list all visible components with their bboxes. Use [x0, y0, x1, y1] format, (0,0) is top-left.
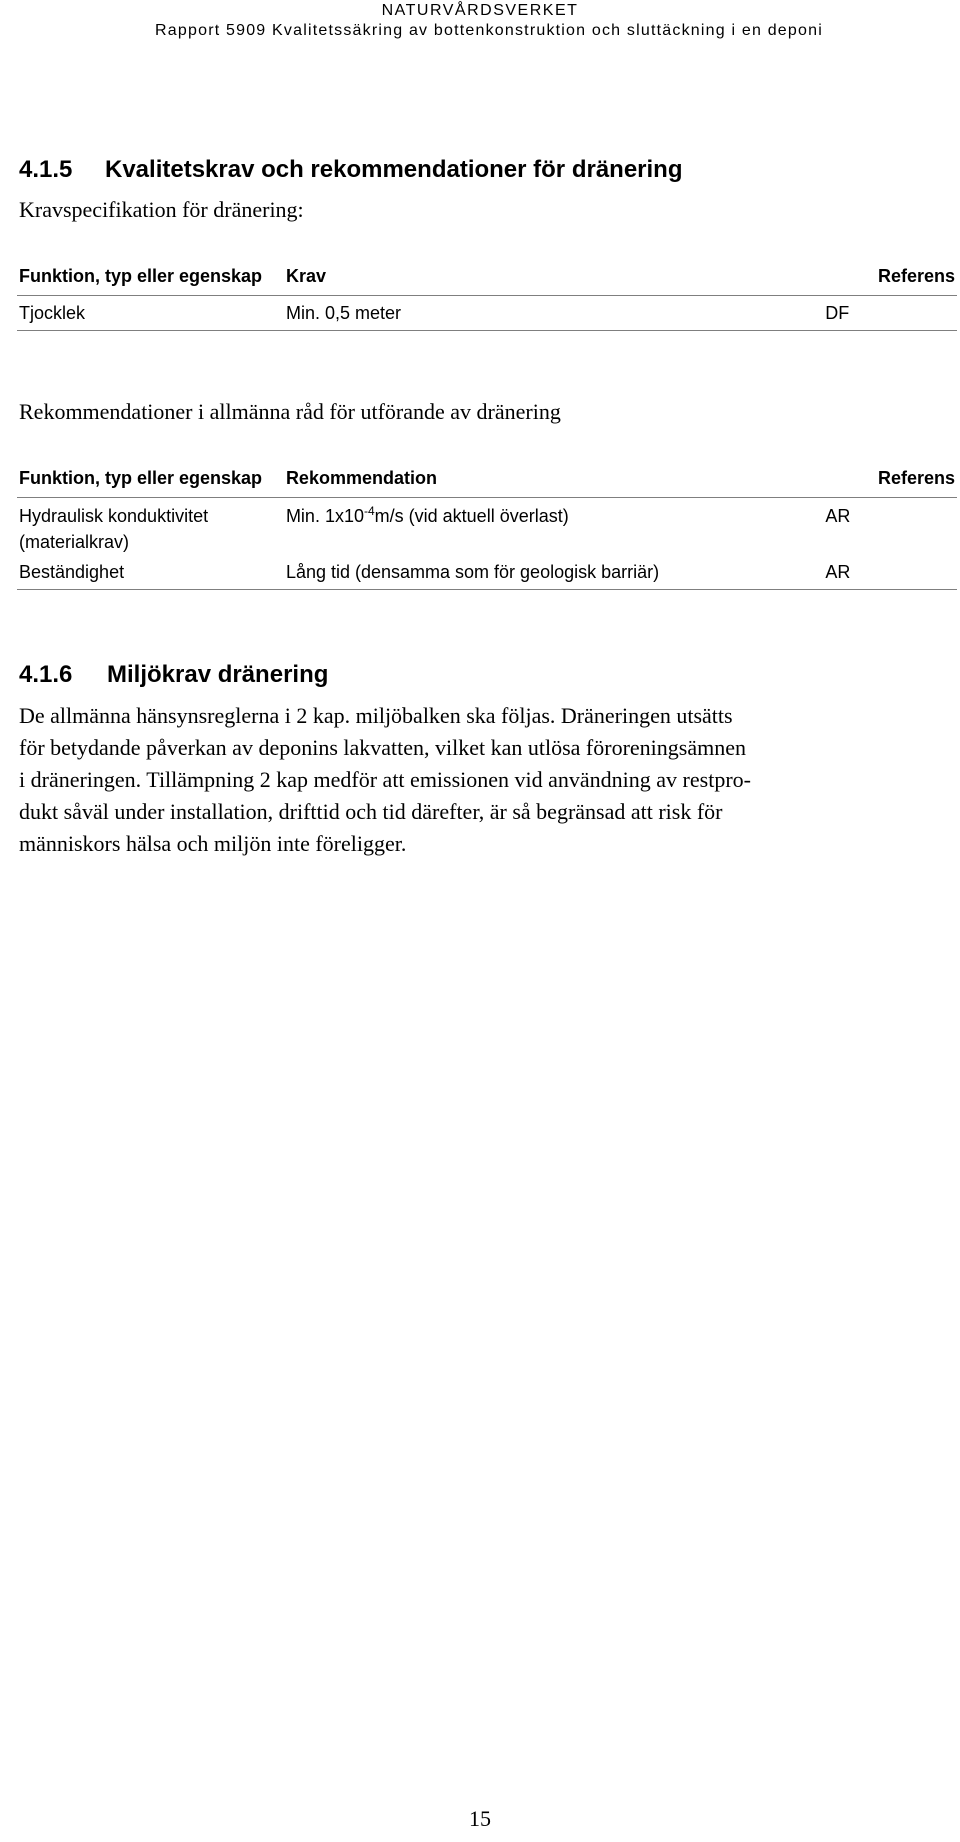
table-row — [17, 296, 957, 331]
exponent: -4 — [363, 504, 375, 518]
section-heading-4-1-5 — [19, 155, 683, 185]
column-header-rekommendation: Rekommendation — [285, 468, 437, 488]
function-line: Hydraulisk konduktivitet — [19, 506, 209, 526]
table-cell-referens: DF — [825, 296, 957, 331]
recommendation-value: Min. 1x10 — [285, 506, 364, 526]
column-header-function: Funktion, typ eller egenskap — [19, 468, 263, 488]
body-paragraph — [19, 700, 941, 860]
table-cell-krav: Min. 0,5 meter — [286, 296, 825, 331]
section-title: Kvalitetskrav och rekommendationer för dränering — [105, 156, 683, 183]
table-cell-referens: AR — [825, 559, 957, 590]
page-header — [0, 0, 960, 41]
section-title: Miljökrav dränering — [107, 661, 329, 688]
column-header-referens: Referens — [877, 266, 955, 286]
organization-name: NATURVÅRDSVERKET — [381, 2, 579, 19]
table-header-row — [17, 460, 957, 498]
report-title: Rapport 5909 Kvalitetssäkring av bottenkonstruktion och sluttäckning i en deponi — [155, 22, 823, 39]
column-header-function: Funktion, typ eller egenskap — [19, 266, 263, 286]
column-header-referens: Referens — [877, 468, 955, 488]
table-cell-recommendation — [286, 498, 825, 560]
table-row — [17, 498, 957, 560]
section-number: 4.1.5 — [19, 156, 73, 183]
table-row — [17, 559, 957, 590]
table-cell-referens: AR — [825, 498, 957, 560]
table-header-row — [17, 258, 957, 296]
paragraph-line: för betydande påverkan av deponins lakvatten, vilket kan utlösa föroreningsämnen — [19, 735, 746, 760]
paragraph-line: De allmänna hänsynsreglerna i 2 kap. miljöbalken ska följas. Dräneringen utsätts — [19, 703, 733, 728]
table-cell-function — [17, 498, 286, 560]
paragraph-line: dukt såväl under installation, drifttid och tid därefter, är så begränsad att risk för — [19, 799, 723, 824]
requirements-table — [17, 258, 957, 331]
table-cell-function: Tjocklek — [17, 296, 286, 331]
recommendation-unit: m/s (vid aktuell överlast) — [374, 506, 569, 526]
table-cell-function: Beständighet — [17, 559, 286, 590]
paragraph-line: människors hälsa och miljön inte föreligger. — [19, 831, 407, 856]
recommendations-caption: Rekommendationer i allmänna råd för utförande av dränering — [19, 399, 561, 424]
function-line: (materialkrav) — [19, 532, 130, 552]
requirements-caption: Kravspecifikation för dränering: — [19, 197, 304, 222]
paragraph-line: i dräneringen. Tillämpning 2 kap medför att emissionen vid användning av restpro- — [19, 767, 751, 792]
section-heading-4-1-6 — [19, 660, 328, 690]
column-header-krav: Krav — [285, 266, 327, 286]
table-cell-recommendation: Lång tid (densamma som för geologisk barriär) — [286, 559, 825, 590]
recommendations-table — [17, 460, 957, 590]
page-number: 15 — [469, 1806, 491, 1831]
section-number: 4.1.6 — [19, 661, 73, 688]
